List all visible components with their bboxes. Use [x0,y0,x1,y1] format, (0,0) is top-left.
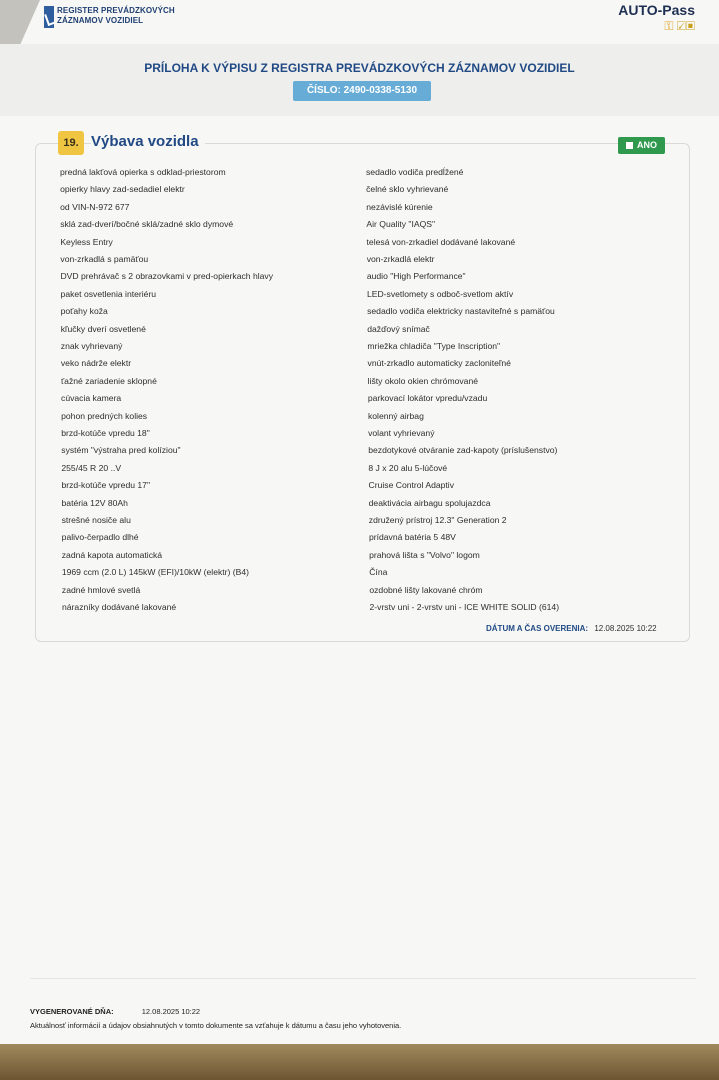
equipment-item: prahová lišta s "Volvo" logom [369,549,480,560]
generated-label: VYGENEROVANÉ DŇA: [30,1007,114,1016]
equipment-item: paket osvetlenia interiéru [60,288,157,299]
equipment-item: od VIN-N-972 677 [60,201,130,212]
equipment-item: kolenný airbag [367,410,424,421]
equipment-item: Čína [369,567,388,578]
equipment-item: poťahy koža [60,306,108,317]
equipment-item: DVD prehrávač s 2 obrazovkami v pred-opierkach hlavy [60,271,274,282]
equipment-item: systém "výstraha pred kolíziou" [61,445,181,456]
equipment-item: nezávislé kúrenie [366,201,433,212]
equipment-item: vnút-zrkadlo automaticky zacloniteľné [367,358,511,369]
equipment-item: Cruise Control Adaptiv [368,480,455,491]
equipment-item: lišty okolo okien chrómované [367,375,479,386]
equipment-item: brzd-kotúče vpredu 17" [61,480,150,491]
equipment-item: strešné nosiče alu [61,515,131,525]
equipment-item: veko nádrže elektr [60,358,132,369]
equipment-item: Keyless Entry [60,236,113,247]
equipment-item: Air Quality "IAQS" [366,219,436,230]
desk-background [0,1044,719,1080]
document-title: PRÍLOHA K VÝPISU Z REGISTRA PREVÁDZKOVÝCH ZÁZNAMOV VOZIDIEL [144,61,575,75]
verification-datetime [486,624,657,633]
equipment-item: von-zrkadlá elektr [366,254,435,264]
equipment-item: LED-svetlomety s odboč-svetlom aktív [366,288,514,299]
equipment-item: sedadlo vodiča predĺžené [366,167,464,177]
equipment-item: sklá zad-dverí/bočné sklá/zadné sklo dymové [60,219,234,230]
equipment-item: parkovací lokátor vpredu/vzadu [367,393,488,404]
equipment-item: zadné hmlové svetlá [61,584,141,595]
verification-label: DÁTUM A ČAS OVERENIA: [486,624,589,633]
equipment-item: 255/45 R 20 ..V [61,462,122,473]
register-logo-icon [44,6,54,28]
equipment-item: brzd-kotúče vpredu 18" [61,428,150,438]
equipment-item: opierky hlavy zad-sedadiel elektr [60,184,185,195]
generated-value: 12.08.2025 10:22 [141,1007,201,1016]
equipment-item: pohon predných kolies [61,410,148,421]
register-logo [44,6,175,28]
equipment-item: 2-vrstv uni - 2-vrstv uni - ICE WHITE SOLID (614) [369,602,560,612]
section-number: 19. [58,131,84,155]
equipment-item: volant vyhrievaný [368,428,435,438]
footer-note: Aktuálnosť informácií a údajov obsiahnutých v tomto dokumente sa vzťahuje k dátumu a času jeho vyhotovenia. [30,1021,402,1030]
logo-line-1: REGISTER PREVÁDZKOVÝCH [57,6,175,15]
equipment-item: von-zrkadlá s pamäťou [60,254,149,264]
equipment-item: audio "High Performance" [366,271,466,282]
logo-line-2: ZÁZNAMOV VOZIDIEL [57,16,144,25]
document-icon: ▣ [685,19,695,33]
auto-pass-brand [618,2,695,34]
equipment-item: 8 J x 20 alu 5-lúčové [368,462,448,473]
equipment-item: čelné sklo vyhrievané [366,184,449,195]
equipment-item: dažďový snímač [367,323,430,334]
equipment-item: ťažné zariadenie sklopné [60,375,157,386]
equipment-item: zadná kapota automatická [61,549,163,560]
verification-value: 12.08.2025 10:22 [594,624,657,633]
equipment-item: 1969 ccm (2.0 L) 145kW (EFI)/10kW (elektr) (B4) [61,567,250,578]
brand-name: AUTO-Pass [618,2,695,18]
document-number: ČÍSLO: 2490-0338-5130 [293,81,431,101]
equipment-item: batéria 12V 80Ah [61,497,128,508]
equipment-item: bezdotykové otváranie zad-kapoty (príslušenstvo) [368,445,558,456]
equipment-item: mriežka chladiča "Type Inscription" [367,341,501,351]
car-key-icon: ⚿ [664,19,674,33]
equipment-item: prídavná batéria 5 48V [368,532,456,543]
equipment-item: znak vyhrievaný [60,341,123,351]
equipment-item: telesá von-zrkadiel dodávané lakované [366,236,516,247]
section-title: Výbava vozidla [91,133,205,150]
equipment-item: palivo-čerpadlo dlhé [61,532,139,543]
equipment-item: združený prístroj 12.3" Generation 2 [368,515,507,525]
footer-divider [30,978,696,979]
generated-date [30,1007,200,1016]
checkbox-icon: ☑ [676,19,686,33]
equipment-item: ozdobné lišty lakované chróm [369,584,483,595]
check-icon [626,142,633,149]
equipment-item: kľučky dverí osvetlené [60,323,146,334]
equipment-item: nárazníky dodávané lakované [62,602,177,612]
equipment-item: sedadlo vodiča elektricky nastaviteľné s pamäťou [367,306,555,317]
header-band [0,44,719,116]
equipment-item: predná lakťová opierka s odklad-priestorom [60,167,226,177]
equipment-item: cúvacia kamera [61,393,122,404]
equipment-item: deaktivácia airbagu spolujazdca [368,497,491,508]
status-badge: ANO [618,137,665,154]
